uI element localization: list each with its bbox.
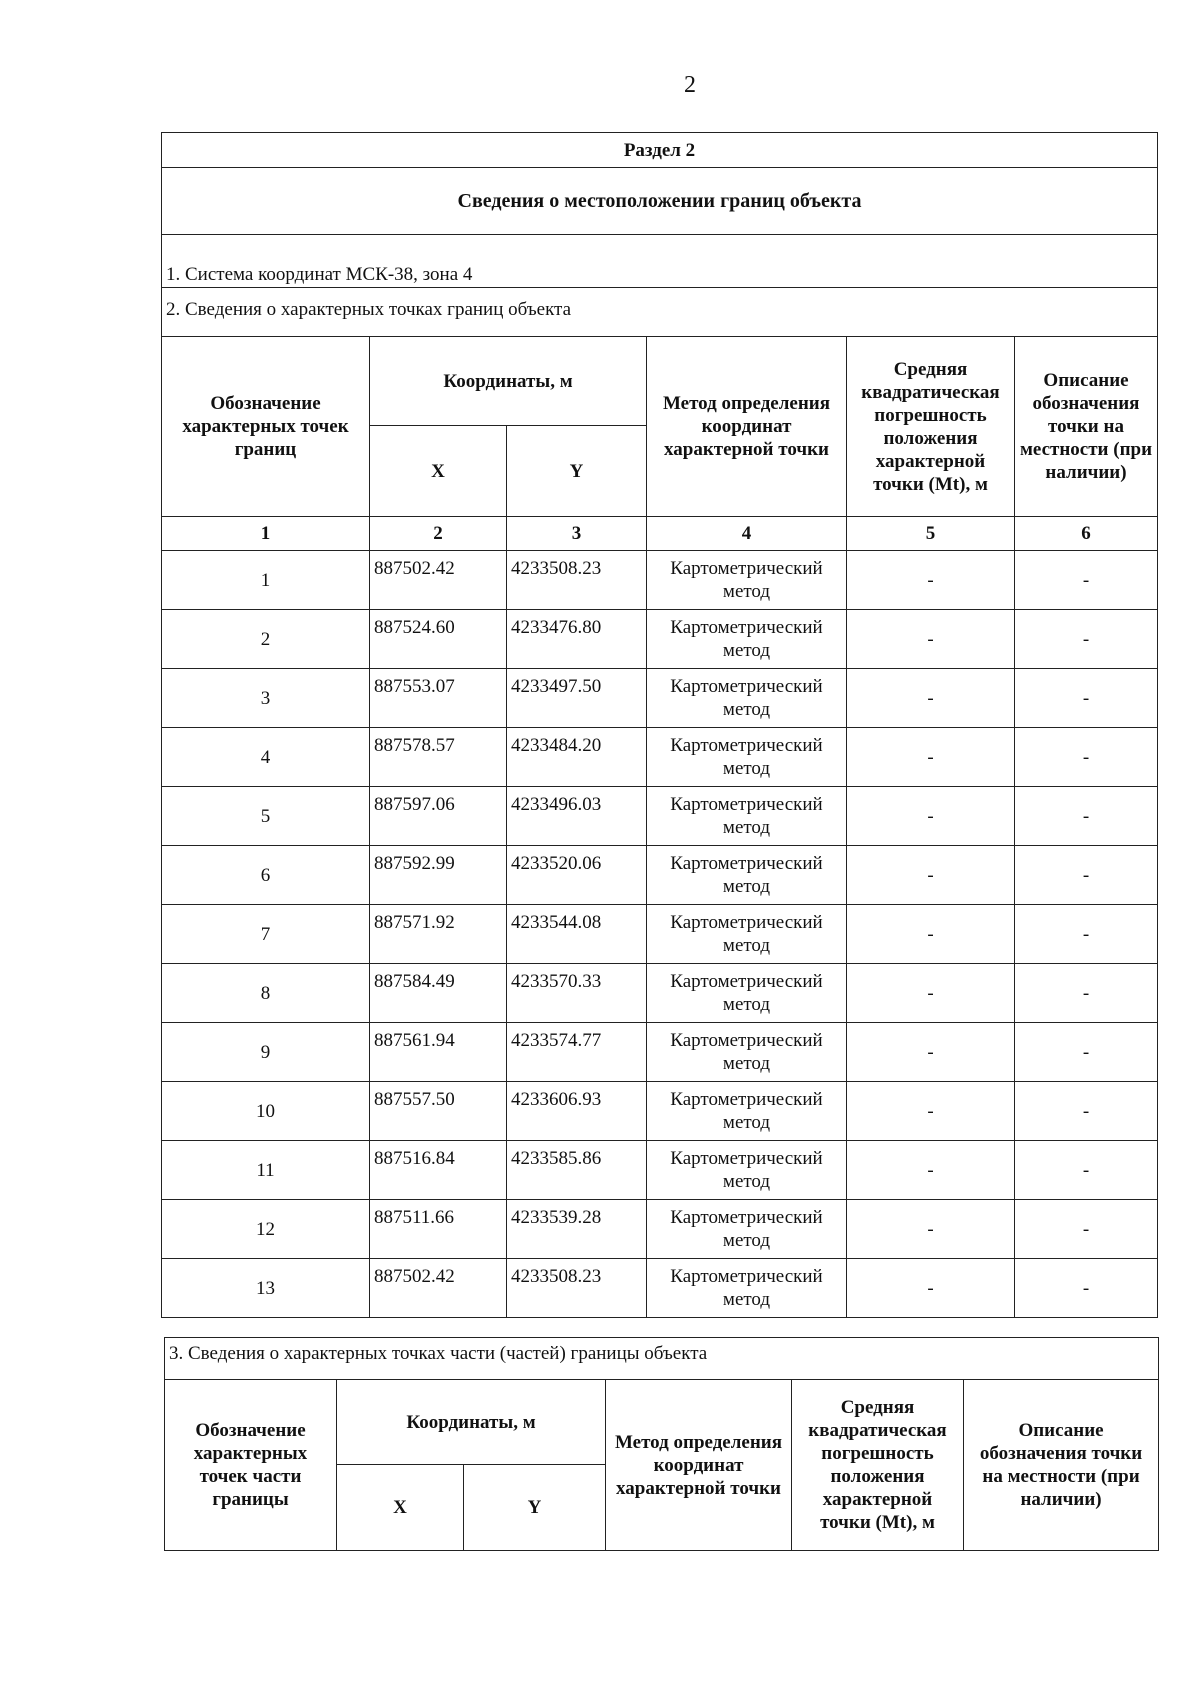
header-description: Описание обозначения точки на местности (при наличии) <box>1015 337 1158 517</box>
method: Картометрический метод <box>647 1141 847 1200</box>
point-number: 12 <box>162 1200 370 1259</box>
error-value: - <box>847 1082 1015 1141</box>
method: Картометрический метод <box>647 846 847 905</box>
col-num-1: 1 <box>162 517 370 551</box>
method: Картометрический метод <box>647 787 847 846</box>
header-designation: Обозначение характерных точек границ <box>162 337 370 517</box>
col-num-3: 3 <box>507 517 647 551</box>
x-coordinate: 887502.42 <box>370 551 507 610</box>
method: Картометрический метод <box>647 964 847 1023</box>
method: Картометрический метод <box>647 1200 847 1259</box>
table-row <box>162 1141 1158 1200</box>
x-coordinate: 887511.66 <box>370 1200 507 1259</box>
x-coordinate: 887524.60 <box>370 610 507 669</box>
col-num-5: 5 <box>847 517 1015 551</box>
error-value: - <box>847 728 1015 787</box>
part-header-designation: Обозначение характерных точек части границы <box>165 1380 337 1551</box>
table-row <box>162 610 1158 669</box>
header-x: X <box>370 426 507 517</box>
table-row <box>162 669 1158 728</box>
y-coordinate: 4233539.28 <box>507 1200 647 1259</box>
section-subtitle: Сведения о местоположении границ объекта <box>162 168 1158 235</box>
method: Картометрический метод <box>647 610 847 669</box>
description-value: - <box>1015 1259 1158 1318</box>
table-row <box>162 728 1158 787</box>
point-number: 3 <box>162 669 370 728</box>
point-number: 13 <box>162 1259 370 1318</box>
point-number: 4 <box>162 728 370 787</box>
description-value: - <box>1015 787 1158 846</box>
y-coordinate: 4233520.06 <box>507 846 647 905</box>
y-coordinate: 4233574.77 <box>507 1023 647 1082</box>
header-y: Y <box>507 426 647 517</box>
description-value: - <box>1015 1023 1158 1082</box>
x-coordinate: 887557.50 <box>370 1082 507 1141</box>
description-value: - <box>1015 1141 1158 1200</box>
table-row <box>162 787 1158 846</box>
y-coordinate: 4233508.23 <box>507 1259 647 1318</box>
description-value: - <box>1015 846 1158 905</box>
part-header-method: Метод определения координат характерной точки <box>606 1380 792 1551</box>
method: Картометрический метод <box>647 905 847 964</box>
description-value: - <box>1015 551 1158 610</box>
part-boundary-points-table <box>164 1337 1159 1551</box>
y-coordinate: 4233497.50 <box>507 669 647 728</box>
method: Картометрический метод <box>647 1023 847 1082</box>
method: Картометрический метод <box>647 669 847 728</box>
table-row <box>162 1200 1158 1259</box>
point-number: 6 <box>162 846 370 905</box>
x-coordinate: 887584.49 <box>370 964 507 1023</box>
description-value: - <box>1015 669 1158 728</box>
description-value: - <box>1015 1200 1158 1259</box>
y-coordinate: 4233496.03 <box>507 787 647 846</box>
error-value: - <box>847 1023 1015 1082</box>
part-header-x: X <box>337 1465 464 1551</box>
description-value: - <box>1015 964 1158 1023</box>
parts-heading: 3. Сведения о характерных точках части (частей) границы объекта <box>165 1338 1159 1380</box>
table-row <box>162 964 1158 1023</box>
error-value: - <box>847 846 1015 905</box>
point-number: 1 <box>162 551 370 610</box>
description-value: - <box>1015 1082 1158 1141</box>
col-num-6: 6 <box>1015 517 1158 551</box>
error-value: - <box>847 1141 1015 1200</box>
col-num-2: 2 <box>370 517 507 551</box>
part-header-y: Y <box>464 1465 606 1551</box>
header-error: Средняя квадратическая погрешность положения характерной точки (Mt), м <box>847 337 1015 517</box>
x-coordinate: 887502.42 <box>370 1259 507 1318</box>
point-number: 9 <box>162 1023 370 1082</box>
error-value: - <box>847 551 1015 610</box>
point-number: 7 <box>162 905 370 964</box>
point-number: 8 <box>162 964 370 1023</box>
y-coordinate: 4233606.93 <box>507 1082 647 1141</box>
y-coordinate: 4233484.20 <box>507 728 647 787</box>
table-row <box>162 551 1158 610</box>
error-value: - <box>847 1259 1015 1318</box>
y-coordinate: 4233570.33 <box>507 964 647 1023</box>
header-coords: Координаты, м <box>370 337 647 426</box>
part-header-error: Средняя квадратическая погрешность положения характерной точки (Mt), м <box>792 1380 964 1551</box>
x-coordinate: 887597.06 <box>370 787 507 846</box>
error-value: - <box>847 1200 1015 1259</box>
table-row <box>162 1259 1158 1318</box>
description-value: - <box>1015 728 1158 787</box>
part-header-coords: Координаты, м <box>337 1380 606 1465</box>
y-coordinate: 4233544.08 <box>507 905 647 964</box>
error-value: - <box>847 787 1015 846</box>
table-row <box>162 1082 1158 1141</box>
part-header-description: Описание обозначения точки на местности (при наличии) <box>964 1380 1159 1551</box>
table-row <box>162 1023 1158 1082</box>
error-value: - <box>847 669 1015 728</box>
table-row <box>162 846 1158 905</box>
y-coordinate: 4233508.23 <box>507 551 647 610</box>
table-row <box>162 905 1158 964</box>
x-coordinate: 887561.94 <box>370 1023 507 1082</box>
method: Картометрический метод <box>647 551 847 610</box>
y-coordinate: 4233476.80 <box>507 610 647 669</box>
method: Картометрический метод <box>647 1259 847 1318</box>
section-title: Раздел 2 <box>162 133 1158 168</box>
error-value: - <box>847 964 1015 1023</box>
y-coordinate: 4233585.86 <box>507 1141 647 1200</box>
points-heading: 2. Сведения о характерных точках границ объекта <box>162 288 1158 337</box>
method: Картометрический метод <box>647 728 847 787</box>
x-coordinate: 887578.57 <box>370 728 507 787</box>
boundary-points-table <box>161 132 1158 1318</box>
point-number: 10 <box>162 1082 370 1141</box>
error-value: - <box>847 905 1015 964</box>
description-value: - <box>1015 610 1158 669</box>
x-coordinate: 887592.99 <box>370 846 507 905</box>
coord-system: 1. Система координат МСК-38, зона 4 <box>162 235 1158 288</box>
error-value: - <box>847 610 1015 669</box>
point-number: 11 <box>162 1141 370 1200</box>
page-number: 2 <box>684 72 696 98</box>
header-method: Метод определения координат характерной точки <box>647 337 847 517</box>
description-value: - <box>1015 905 1158 964</box>
point-number: 5 <box>162 787 370 846</box>
method: Картометрический метод <box>647 1082 847 1141</box>
point-number: 2 <box>162 610 370 669</box>
x-coordinate: 887516.84 <box>370 1141 507 1200</box>
col-num-4: 4 <box>647 517 847 551</box>
x-coordinate: 887571.92 <box>370 905 507 964</box>
x-coordinate: 887553.07 <box>370 669 507 728</box>
